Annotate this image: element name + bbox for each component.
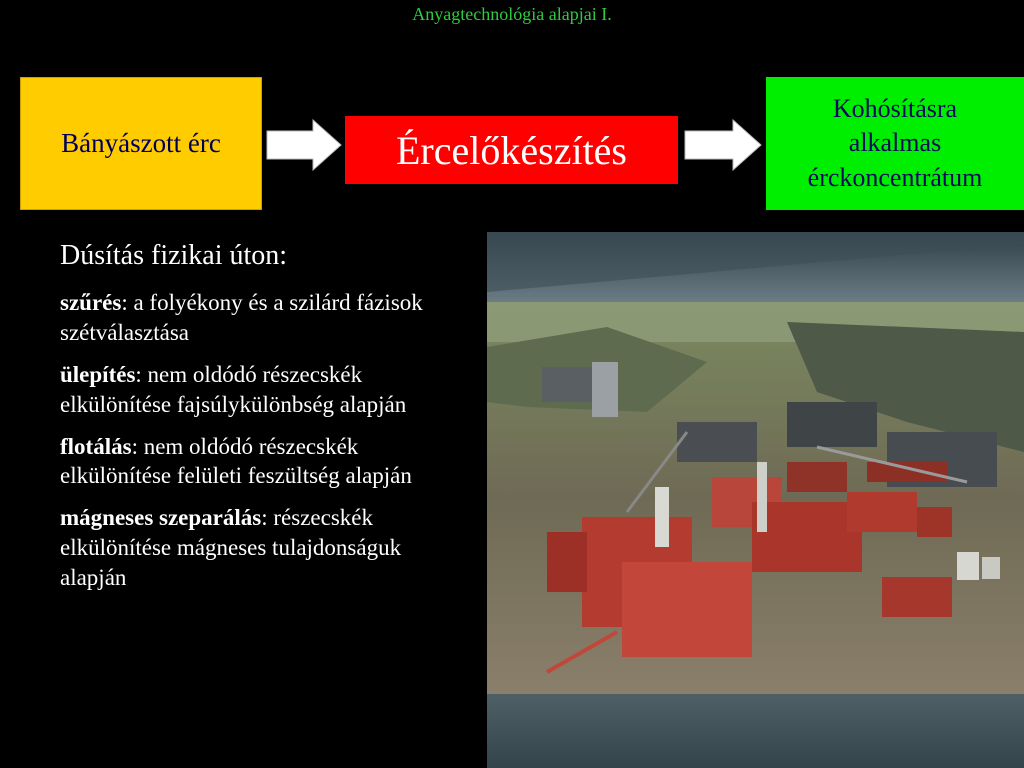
concentrate-line-3: érckoncentrátum — [807, 162, 983, 192]
list-item — [60, 360, 460, 420]
item-term: mágneses szeparálás — [60, 505, 262, 531]
ore-preparation-box — [345, 116, 678, 184]
section-lead: Dúsítás fizikai úton: — [60, 240, 288, 271]
item-desc: : a folyékony és a szilárd fázisok szétválasztása — [60, 290, 423, 345]
ore-preparation-label: Ércelőkészítés — [396, 127, 627, 173]
concentrate-box — [766, 77, 1024, 210]
industrial-plant-photo — [487, 232, 1024, 768]
item-desc: : nem oldódó részecskék elkülönítése felületi feszültség alapján — [60, 433, 412, 489]
item-term: flotálás — [60, 433, 132, 459]
mined-ore-label: Bányászott érc — [61, 128, 221, 158]
list-item — [60, 503, 460, 593]
item-desc: : nem oldódó részecskék elkülönítése fajsúlykülönbség alapján — [60, 361, 407, 417]
item-desc: : részecskék elkülönítése mágneses tulajdonságuk alapján — [60, 505, 402, 591]
item-term: ülepítés — [60, 361, 136, 387]
list-item — [60, 432, 460, 492]
concentrate-line-1: Kohósításra — [832, 94, 958, 124]
concentrate-line-2: alkalmas — [848, 128, 942, 158]
right-arrow-icon — [265, 118, 343, 172]
content-text — [60, 240, 460, 605]
right-arrow-icon — [683, 118, 763, 172]
slide-header: Anyagtechnológia alapjai I. — [412, 4, 612, 24]
mined-ore-box — [20, 77, 262, 210]
item-term: szűrés — [60, 290, 122, 315]
list-item — [60, 288, 460, 348]
